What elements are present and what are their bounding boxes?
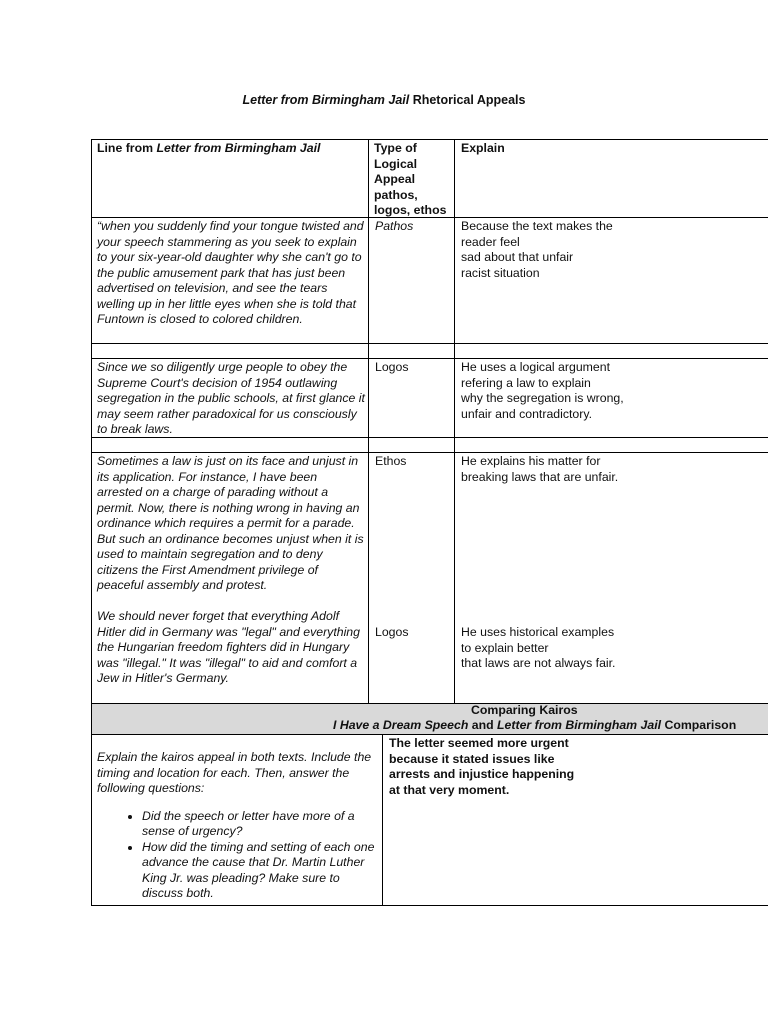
kairos-heading: Comparing Kairos	[471, 703, 578, 717]
kairos-sub-italic1: I Have a Dream Speech	[333, 718, 469, 732]
kairos-sub-italic2: Letter from Birmingham Jail	[497, 718, 662, 732]
title-rest: Rhetorical Appeals	[409, 93, 526, 107]
table-rule	[454, 139, 455, 704]
kairos-answer: The letter seemed more urgent because it stated issues like arrests and injustice happening at that very moment.	[389, 736, 575, 797]
row-line: “when you suddenly find your tongue twisted and your speech stammering as you seek to explain to your six-year-old daughter why she can't go to the public amusement park that has just been advertised on television, and see the tears welling up in her little eyes when she is told that Funtown is closed to colored children.	[97, 219, 364, 326]
row-explain: He uses a logical argument refering a law to explain why the segregation is wrong, unfair and contradictory.	[461, 360, 624, 421]
row-type: Logos	[375, 625, 409, 639]
header-explain: Explain	[461, 141, 505, 155]
kairos-question: • How did the timing and setting of each one advance the cause that Dr. Martin Luther King Jr. was pleading? Make sure to discuss both.	[142, 840, 379, 902]
kairos-subheading	[91, 718, 768, 734]
header-type: Type of Logical Appeal pathos, logos, ethos	[374, 141, 447, 217]
row-line: Since we so diligently urge people to obey the Supreme Court's decision of 1954 outlawing segregation in the public schools, at first glance it may seem rather paradoxical for us consciously to break laws.	[97, 360, 365, 436]
kairos-prompt-cell	[97, 750, 379, 902]
row-type: Pathos	[375, 219, 414, 233]
document-title	[0, 93, 768, 107]
row-type: Ethos	[375, 454, 407, 468]
kairos-sub-rest: Comparison	[661, 718, 737, 732]
kairos-question-list	[97, 809, 379, 902]
table-rule	[91, 358, 768, 359]
table-rule	[91, 139, 92, 906]
table-rule	[91, 734, 768, 735]
table-rule	[91, 452, 768, 453]
table-rule	[382, 734, 383, 906]
kairos-question: • Did the speech or letter have more of a sense of urgency?	[142, 809, 379, 840]
row-line: We should never forget that everything Adolf Hitler did in Germany was "legal" and everything the Hungarian freedom fighters did in Hungary was "illegal." It was "illegal" to aid and comfort a Jew in Hitler's Germany.	[97, 609, 360, 685]
table-rule	[91, 139, 768, 140]
header-line	[97, 141, 365, 157]
row-line: Sometimes a law is just on its face and unjust in its application. For instance, I have been arrested on a charge of parading without a permit. Now, there is nothing wrong in having an ordinance which requires a permit for a parade. But such an ordinance becomes unjust when it is used to maintain segregation and to deny citizens the First Amendment privilege of peaceful assembly and protest.	[97, 454, 364, 592]
row-explain: He uses historical examples to explain better that laws are not always fair.	[461, 625, 616, 670]
table-rule	[368, 139, 369, 704]
table-rule	[91, 343, 768, 344]
table-rule	[91, 905, 768, 906]
row-explain: Because the text makes the reader feel sad about that unfair racist situation	[461, 219, 613, 280]
kairos-prompt: Explain the kairos appeal in both texts. Include the timing and location for each. Then, answer the following questions:	[97, 750, 372, 795]
row-type: Logos	[375, 360, 409, 374]
header-line-italic: Letter from Birmingham Jail	[156, 141, 321, 155]
kairos-sub-and: and	[468, 718, 498, 732]
header-line-prefix: Line from	[97, 141, 157, 155]
title-italic: Letter from Birmingham Jail	[242, 93, 410, 107]
row-explain: He explains his matter for breaking laws that are unfair.	[461, 454, 619, 484]
